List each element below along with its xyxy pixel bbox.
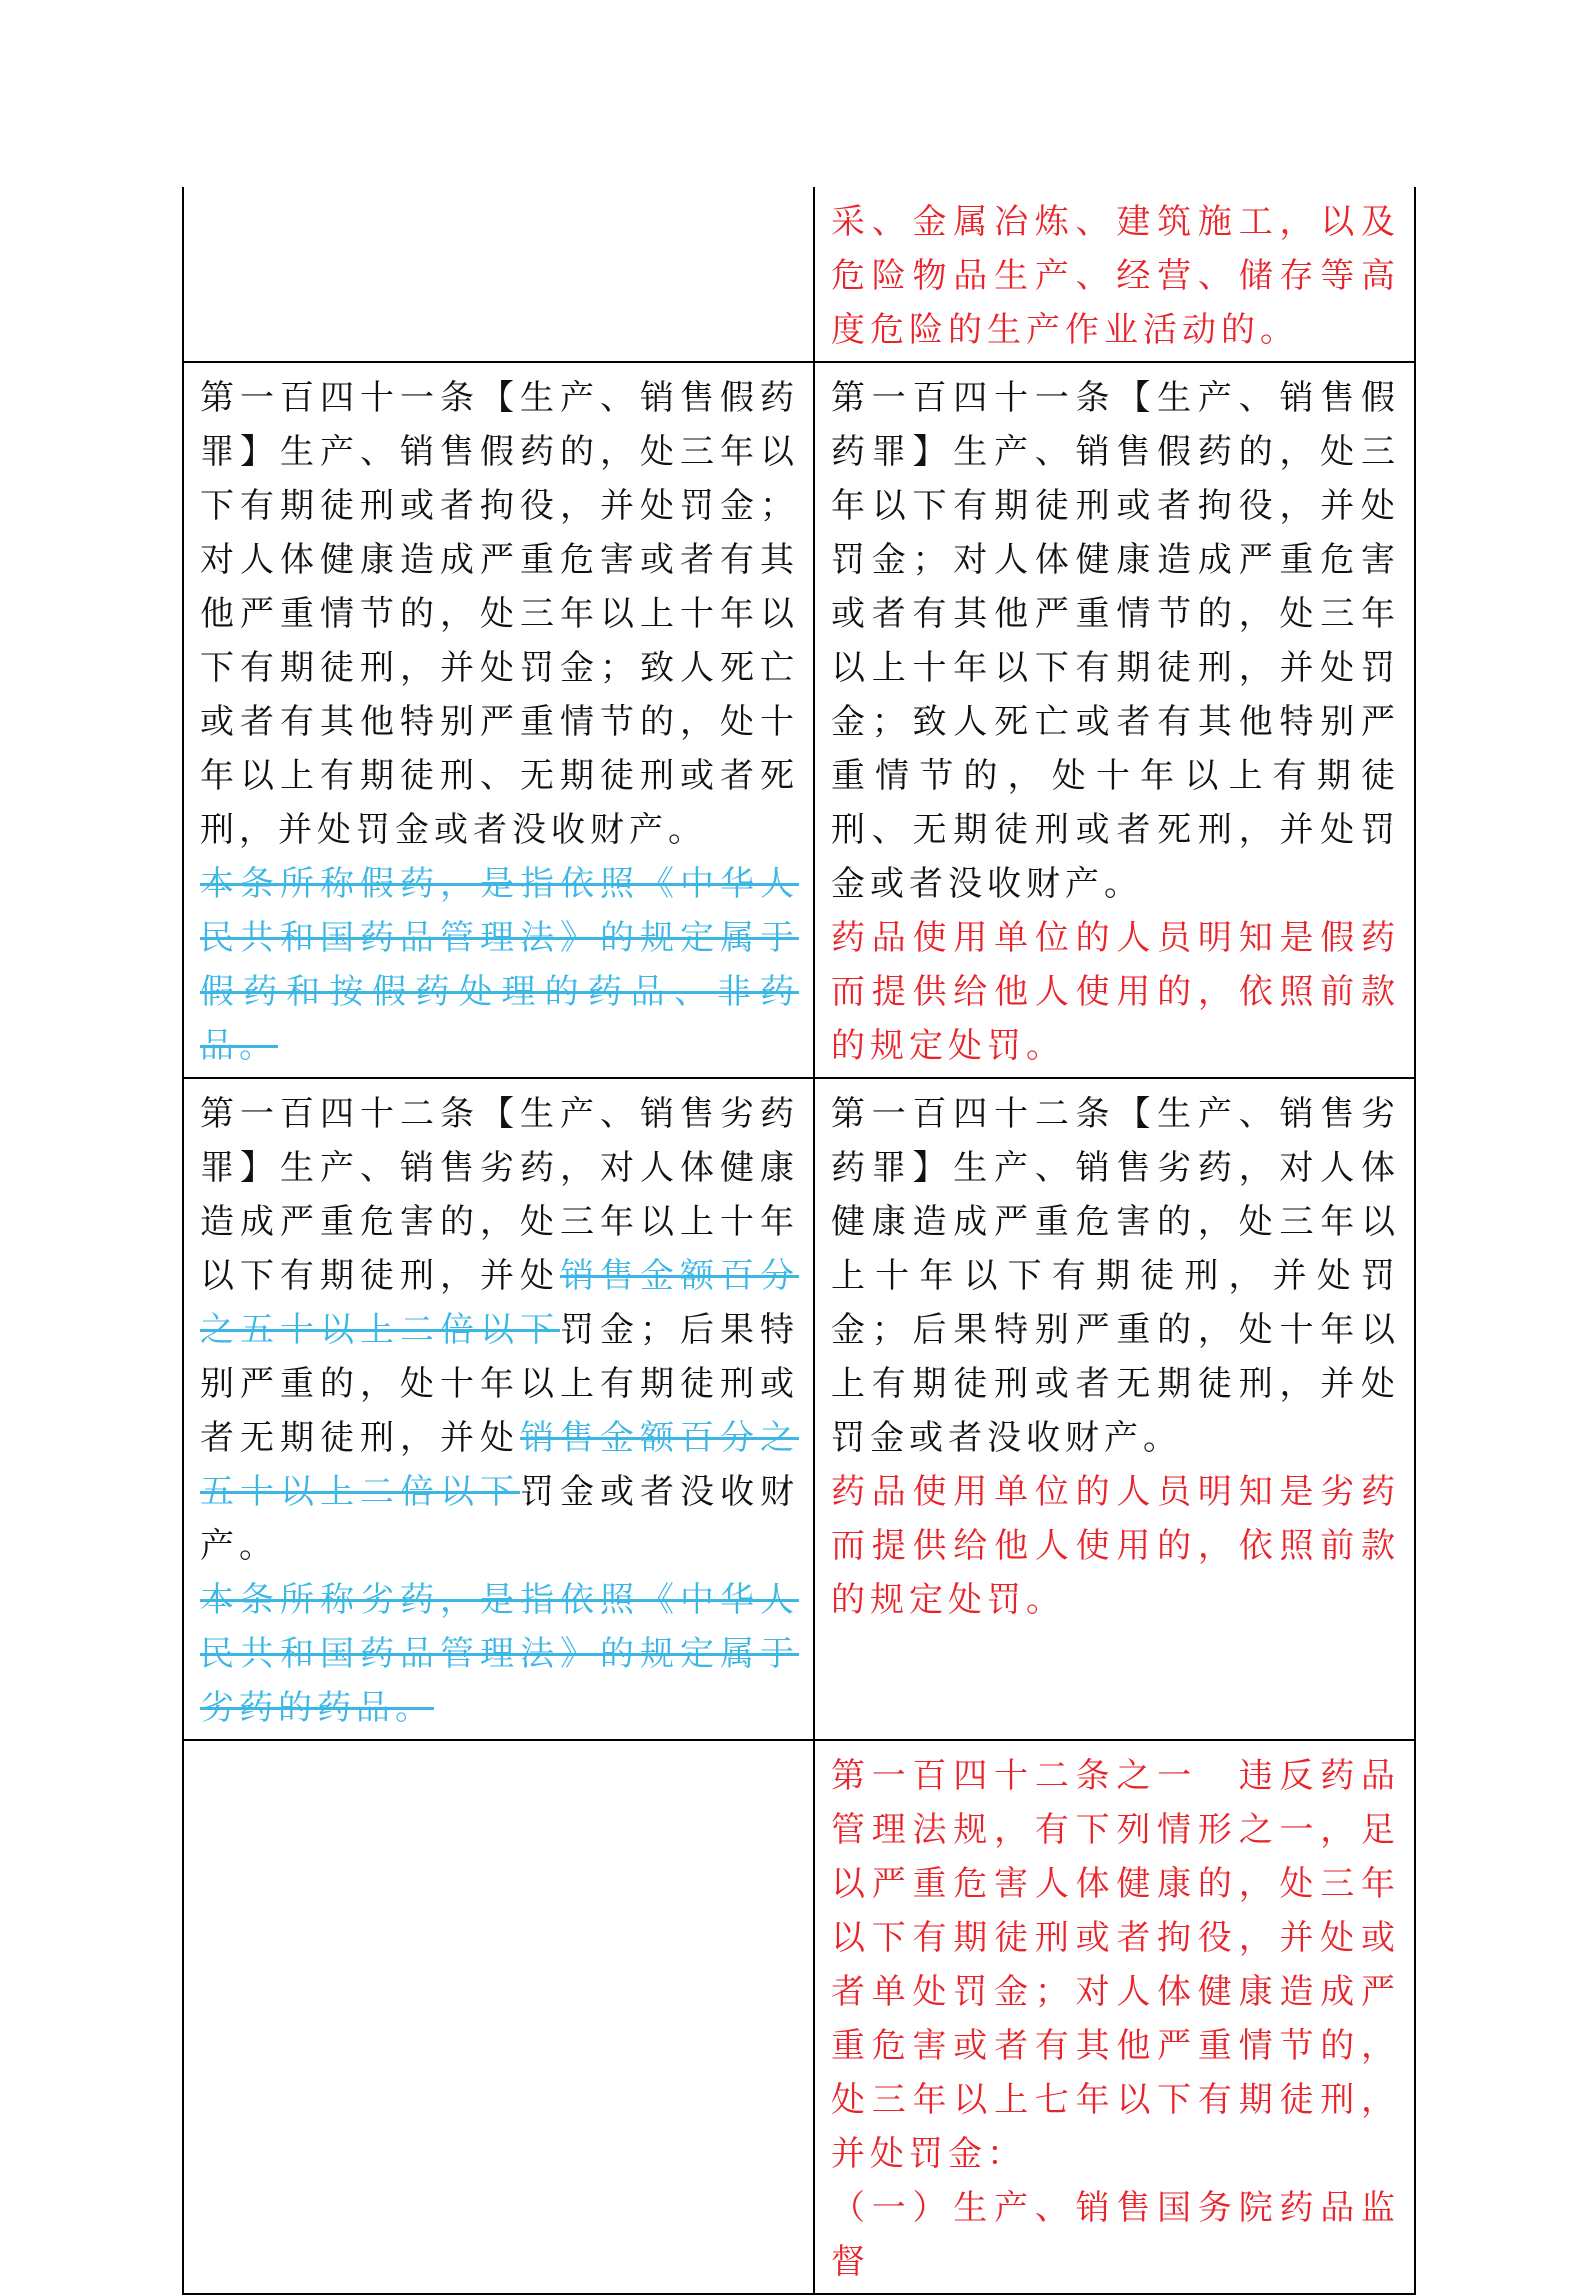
table-row: [183, 187, 1415, 362]
article-142-original: [200, 1087, 799, 1573]
article-141-original: 第一百四十一条【生产、销售假药罪】生产、销售假药的，处三年以下有期徒刑或者拘役，并处罚金；对人体健康造成严重危害或者有其他严重情节的，处三年以上十年以下有期徒刑，并处罚金；致人死亡或者有其他特别严重情节的，处十年以上有期徒刑、无期徒刑或者死刑，并处罚金或者没收财产。: [200, 378, 799, 850]
table-row: [183, 362, 1415, 1078]
article-141-amended: 第一百四十一条【生产、销售假药罪】生产、销售假药的，处三年以下有期徒刑或者拘役，并处罚金；对人体健康造成严重危害或者有其他严重情节的，处三年以上十年以下有期徒刑，并处罚金；致人死亡或者有其他特别严重情节的，处十年以上有期徒刑、无期徒刑或者死刑，并处罚金或者没收财产。: [831, 378, 1400, 904]
amended-text-cell: [814, 362, 1415, 1078]
deleted-text: 销售金额百分之五十以上二倍以下: [200, 1256, 799, 1350]
deleted-text: 销售金额百分之五十以上二倍以下: [200, 1418, 799, 1512]
table-row: [183, 1740, 1415, 2294]
amended-text-cell: [814, 187, 1415, 362]
text-segment: 罚金或者没收财产。: [200, 1472, 799, 1566]
original-text-cell: [183, 1078, 814, 1740]
original-text-cell: [183, 362, 814, 1078]
amended-text-cell: [814, 1740, 1415, 2294]
added-paragraph: 采、金属冶炼、建筑施工，以及危险物品生产、经营、储存等高度危险的生产作业活动的。: [831, 202, 1400, 350]
comparison-table: [182, 187, 1416, 2295]
added-paragraph: 药品使用单位的人员明知是劣药而提供给他人使用的，依照前款的规定处罚。: [831, 1472, 1400, 1620]
list-item-1-added: （一）生产、销售国务院药品监督: [831, 2188, 1400, 2282]
table-row: [183, 1078, 1415, 1740]
article-142-1-added: 第一百四十二条之一 违反药品管理法规，有下列情形之一，足以严重危害人体健康的，处三年以下有期徒刑或者拘役，并处或者单处罚金；对人体健康造成严重危害或者有其他严重情节的，处三年以上七年以下有期徒刑，并处罚金：: [831, 1756, 1400, 2174]
text-segment: 罚金；后果特别严重的，处十年以上有期徒刑或者无期徒刑，并处: [200, 1310, 799, 1458]
deleted-paragraph: 本条所称劣药，是指依照《中华人民共和国药品管理法》的规定属于劣药的药品。: [200, 1580, 799, 1728]
amended-text-cell: [814, 1078, 1415, 1740]
added-paragraph: 药品使用单位的人员明知是假药而提供给他人使用的，依照前款的规定处罚。: [831, 918, 1400, 1066]
text-segment: 第一百四十二条【生产、销售劣药罪】生产、销售劣药，对人体健康造成严重危害的，处三年以上十年以下有期徒刑，并处: [200, 1094, 799, 1296]
deleted-paragraph: 本条所称假药，是指依照《中华人民共和国药品管理法》的规定属于假药和按假药处理的药品、非药品。: [200, 864, 799, 1066]
original-text-cell: [183, 187, 814, 362]
article-142-amended: 第一百四十二条【生产、销售劣药罪】生产、销售劣药，对人体健康造成严重危害的，处三年以上十年以下有期徒刑，并处罚金；后果特别严重的，处十年以上有期徒刑或者无期徒刑，并处罚金或者没收财产。: [831, 1094, 1400, 1458]
original-text-cell: [183, 1740, 814, 2294]
